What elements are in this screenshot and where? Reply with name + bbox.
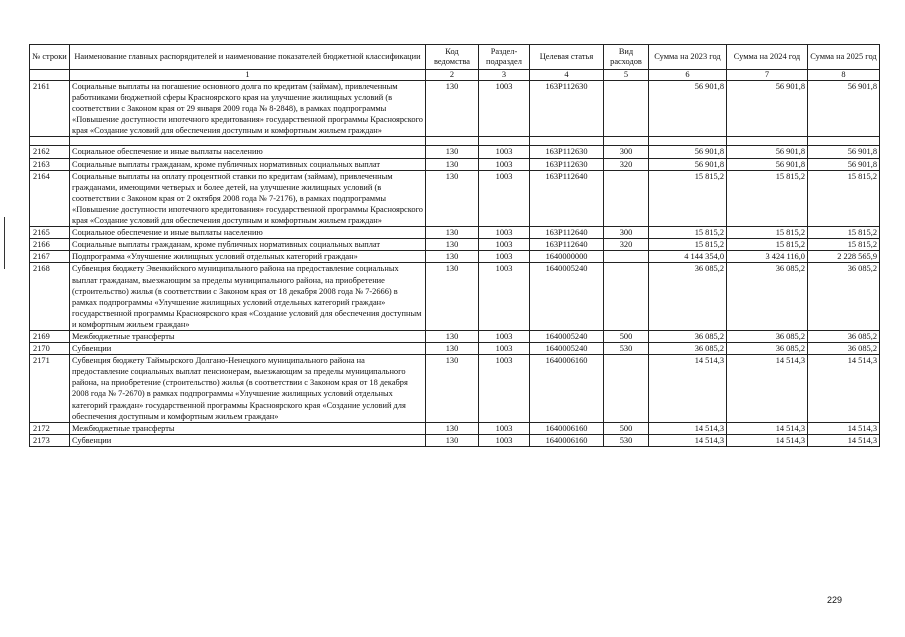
- table-row: [30, 343, 880, 355]
- gap-cell: [649, 137, 727, 146]
- header-ministry-code: Код ведомства: [426, 45, 479, 70]
- row-number: 2170: [30, 343, 70, 355]
- page-number: 229: [827, 595, 843, 605]
- sum-2023: 15 815,2: [649, 227, 727, 239]
- target-item: 163P112630: [530, 81, 604, 137]
- target-item: 1640006160: [530, 434, 604, 446]
- expense-type: 300: [604, 146, 649, 158]
- table-row: [30, 434, 880, 446]
- sum-2025: 2 228 565,9: [808, 251, 880, 263]
- sum-2024: 56 901,8: [727, 146, 808, 158]
- expense-type: 320: [604, 158, 649, 170]
- expense-type: 530: [604, 343, 649, 355]
- ministry-code: 130: [426, 227, 479, 239]
- gap-cell: [604, 137, 649, 146]
- header-target-item: Целевая статья: [530, 45, 604, 70]
- expense-type: 500: [604, 330, 649, 342]
- target-item: 1640005240: [530, 330, 604, 342]
- column-index: 5: [604, 70, 649, 81]
- header-name: Наименование главных распорядителей и наименование показателей бюджетной классификации: [70, 45, 426, 70]
- target-item: 1640005240: [530, 263, 604, 331]
- section-code: 1003: [479, 227, 530, 239]
- header-row: [30, 45, 880, 70]
- sum-2024: 36 085,2: [727, 343, 808, 355]
- column-index: 6: [649, 70, 727, 81]
- sum-2024: 15 815,2: [727, 227, 808, 239]
- expense-type: [604, 355, 649, 423]
- row-name: Субвенция бюджету Таймырского Долгано-Ненецкого муниципального района на предоставление социальных выплат пенсионерам, выезжающим за пределы муниципального района, на приобретение (строительство) жилья (в соответствии с Законом края от 18 декабря 2008 года № 7-2670) в рамках подпрограммы «Улучшение жилищных условий отдельных категорий граждан» государственной программы Красноярского края «Создание условий для обеспечения доступным и комфортным жильем граждан»: [70, 355, 426, 423]
- expense-type: 320: [604, 239, 649, 251]
- row-name: Субвенция бюджету Эвенкийского муниципального района на предоставление социальных выплат гражданам, выезжающим за пределы муниципального района, на приобретение (строительство) жилья (в соответствии с Законом края от 18 декабря 2008 года № 7-2666) в рамках подпрограммы «Улучшение жилищных условий отдельных категорий граждан» государственной программы Красноярского края «Создание условий для обеспечения доступным и комфортным жильем граждан»: [70, 263, 426, 331]
- sum-2023: 36 085,2: [649, 263, 727, 331]
- header-section: Раздел-подраздел: [479, 45, 530, 70]
- expense-type: 530: [604, 434, 649, 446]
- row-gap: [30, 137, 880, 146]
- ministry-code: 130: [426, 81, 479, 137]
- table-row: [30, 227, 880, 239]
- ministry-code: 130: [426, 251, 479, 263]
- row-name: Социальное обеспечение и иные выплаты населению: [70, 146, 426, 158]
- row-number: 2165: [30, 227, 70, 239]
- row-number: 2172: [30, 422, 70, 434]
- section-code: 1003: [479, 355, 530, 423]
- ministry-code: 130: [426, 170, 479, 226]
- table-row: [30, 422, 880, 434]
- row-name: Субвенции: [70, 343, 426, 355]
- section-code: 1003: [479, 422, 530, 434]
- section-code: 1003: [479, 263, 530, 331]
- sum-2025: 15 815,2: [808, 170, 880, 226]
- sum-2024: 3 424 116,0: [727, 251, 808, 263]
- header-sum-2025: Сумма на 2025 год: [808, 45, 880, 70]
- row-number: 2167: [30, 251, 70, 263]
- target-item: 163P112640: [530, 227, 604, 239]
- margin-mark: [4, 217, 5, 269]
- table-row: [30, 239, 880, 251]
- sum-2023: 36 085,2: [649, 330, 727, 342]
- ministry-code: 130: [426, 239, 479, 251]
- sum-2025: 36 085,2: [808, 343, 880, 355]
- ministry-code: 130: [426, 434, 479, 446]
- table-row: [30, 251, 880, 263]
- table-row: [30, 158, 880, 170]
- sum-2025: 15 815,2: [808, 227, 880, 239]
- ministry-code: 130: [426, 355, 479, 423]
- column-index: 3: [479, 70, 530, 81]
- section-code: 1003: [479, 146, 530, 158]
- gap-cell: [808, 137, 880, 146]
- target-item: 163P112630: [530, 158, 604, 170]
- sum-2023: 56 901,8: [649, 146, 727, 158]
- row-name: Социальные выплаты на оплату процентной ставки по кредитам (займам), привлеченным гражданами, имеющими четверых и более детей, на улучшение жилищных условий (в соответствии с Законом края от 2 октября 2008 года № 7-2176), в рамках подпрограммы «Повышение доступности ипотечного кредитования» государственной программы Красноярского края «Создание условий для обеспечения доступным и комфортным жильем граждан»: [70, 170, 426, 226]
- sum-2023: 56 901,8: [649, 158, 727, 170]
- sum-2024: 14 514,3: [727, 422, 808, 434]
- section-code: 1003: [479, 170, 530, 226]
- sum-2024: 56 901,8: [727, 158, 808, 170]
- row-number: 2163: [30, 158, 70, 170]
- sum-2024: 36 085,2: [727, 330, 808, 342]
- sum-2024: 56 901,8: [727, 81, 808, 137]
- row-number: 2173: [30, 434, 70, 446]
- ministry-code: 130: [426, 158, 479, 170]
- header-expense-type: Вид расходов: [604, 45, 649, 70]
- column-index: 4: [530, 70, 604, 81]
- column-index: [30, 70, 70, 81]
- sum-2025: 14 514,3: [808, 422, 880, 434]
- row-name: Межбюджетные трансферты: [70, 422, 426, 434]
- header-sum-2023: Сумма на 2023 год: [649, 45, 727, 70]
- row-name: Субвенции: [70, 434, 426, 446]
- gap-cell: [479, 137, 530, 146]
- table-row: [30, 170, 880, 226]
- expense-type: [604, 170, 649, 226]
- table-row: [30, 146, 880, 158]
- sum-2025: 56 901,8: [808, 158, 880, 170]
- ministry-code: 130: [426, 263, 479, 331]
- target-item: 1640006160: [530, 422, 604, 434]
- gap-cell: [70, 137, 426, 146]
- row-number: 2168: [30, 263, 70, 331]
- target-item: 1640000000: [530, 251, 604, 263]
- ministry-code: 130: [426, 330, 479, 342]
- sum-2023: 14 514,3: [649, 422, 727, 434]
- row-name: Межбюджетные трансферты: [70, 330, 426, 342]
- gap-cell: [426, 137, 479, 146]
- table-row: [30, 263, 880, 331]
- column-index: 2: [426, 70, 479, 81]
- row-number: 2162: [30, 146, 70, 158]
- sum-2024: 14 514,3: [727, 355, 808, 423]
- row-number: 2164: [30, 170, 70, 226]
- section-code: 1003: [479, 81, 530, 137]
- sum-2025: 36 085,2: [808, 263, 880, 331]
- sum-2024: 15 815,2: [727, 170, 808, 226]
- section-code: 1003: [479, 343, 530, 355]
- sum-2023: 4 144 354,0: [649, 251, 727, 263]
- ministry-code: 130: [426, 146, 479, 158]
- row-number: 2161: [30, 81, 70, 137]
- target-item: 1640006160: [530, 355, 604, 423]
- table-row: [30, 355, 880, 423]
- target-item: 163P112640: [530, 170, 604, 226]
- sum-2023: 15 815,2: [649, 239, 727, 251]
- sum-2024: 14 514,3: [727, 434, 808, 446]
- sum-2023: 56 901,8: [649, 81, 727, 137]
- section-code: 1003: [479, 330, 530, 342]
- section-code: 1003: [479, 158, 530, 170]
- section-code: 1003: [479, 239, 530, 251]
- sum-2025: 14 514,3: [808, 355, 880, 423]
- header-sum-2024: Сумма на 2024 год: [727, 45, 808, 70]
- sum-2023: 36 085,2: [649, 343, 727, 355]
- sum-2023: 15 815,2: [649, 170, 727, 226]
- column-index: 1: [70, 70, 426, 81]
- section-code: 1003: [479, 434, 530, 446]
- column-index: 8: [808, 70, 880, 81]
- target-item: 163P112640: [530, 239, 604, 251]
- row-name: Подпрограмма «Улучшение жилищных условий отдельных категорий граждан»: [70, 251, 426, 263]
- row-number: 2171: [30, 355, 70, 423]
- expense-type: [604, 81, 649, 137]
- sum-2023: 14 514,3: [649, 434, 727, 446]
- ministry-code: 130: [426, 422, 479, 434]
- row-name: Социальные выплаты гражданам, кроме публичных нормативных социальных выплат: [70, 239, 426, 251]
- target-item: 163P112630: [530, 146, 604, 158]
- ministry-code: 130: [426, 343, 479, 355]
- table-row: [30, 330, 880, 342]
- expense-type: [604, 263, 649, 331]
- section-code: 1003: [479, 251, 530, 263]
- header-row-number: № строки: [30, 45, 70, 70]
- sum-2025: 14 514,3: [808, 434, 880, 446]
- column-index-row: [30, 70, 880, 81]
- row-number: 2166: [30, 239, 70, 251]
- sum-2023: 14 514,3: [649, 355, 727, 423]
- gap-cell: [530, 137, 604, 146]
- expense-type: [604, 251, 649, 263]
- sum-2025: 56 901,8: [808, 81, 880, 137]
- sum-2024: 36 085,2: [727, 263, 808, 331]
- sum-2025: 56 901,8: [808, 146, 880, 158]
- target-item: 1640005240: [530, 343, 604, 355]
- row-name: Социальные выплаты гражданам, кроме публичных нормативных социальных выплат: [70, 158, 426, 170]
- row-name: Социальное обеспечение и иные выплаты населению: [70, 227, 426, 239]
- expense-type: 300: [604, 227, 649, 239]
- budget-table: [29, 44, 880, 447]
- gap-cell: [30, 137, 70, 146]
- row-number: 2169: [30, 330, 70, 342]
- sum-2025: 15 815,2: [808, 239, 880, 251]
- expense-type: 500: [604, 422, 649, 434]
- sum-2025: 36 085,2: [808, 330, 880, 342]
- column-index: 7: [727, 70, 808, 81]
- gap-cell: [727, 137, 808, 146]
- table-row: [30, 81, 880, 137]
- sum-2024: 15 815,2: [727, 239, 808, 251]
- row-name: Социальные выплаты на погашение основного долга по кредитам (займам), привлеченным работниками бюджетной сферы Красноярского края на улучшение жилищных условий (в соответствии с Законом края от 29 января 2009 года № 8-2848), в рамках подпрограммы «Повышение доступности ипотечного кредитования» государственной программы Красноярского края «Создание условий для обеспечения доступным и комфортным жильем граждан»: [70, 81, 426, 137]
